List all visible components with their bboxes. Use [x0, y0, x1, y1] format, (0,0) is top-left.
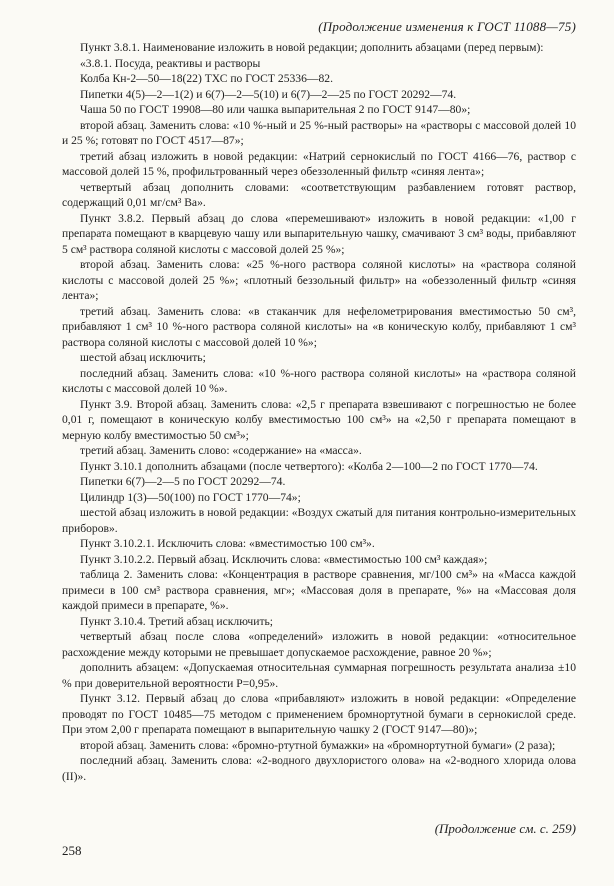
paragraph: Пипетки 6(7)—2—5 по ГОСТ 20292—74. [80, 475, 286, 488]
paragraph: третий абзац изложить в новой редакции: «Натрий сернокислый по ГОСТ 4166—76, раствор с массовой долей 15 %, профильтрованный через обеззоленный фильтр «синяя лента»; [62, 149, 576, 178]
continuation-note: (Продолжение см. с. 259) [434, 821, 576, 836]
paragraph: дополнить абзацем: «Допускаемая относительная суммарная погрешность результата анализа ±10 % при доверительной вероятности P=0,95». [62, 661, 576, 690]
paragraph: Пункт 3.10.4. Третий абзац исключить; [80, 614, 274, 628]
page-number: 258 [62, 843, 82, 858]
paragraph: Пункт 3.8.1. Наименование изложить в новой редакции; дополнить абзацами (перед первым): [80, 41, 544, 54]
paragraph: Чаша 50 по ГОСТ 19908—80 или чашка выпарительная 2 по ГОСТ 9147—80»; [80, 103, 471, 116]
paragraph: таблица 2. Заменить слова: «Концентрация в растворе сравнения, мг/100 см³» на «Масса каждой примеси в 100 см³ раствора сравнения, мг»; «Массовая доля в препарате, %» на «Массовая доля каждой примеси в препарате, %». [62, 568, 576, 612]
body-text [62, 40, 576, 784]
paragraph: второй абзац. Заменить слова: «10 %-ный и 25 %-ный растворы» на «растворы с массовой долей 10 и 25 %; готовят по ГОСТ 4517—87»; [62, 118, 576, 147]
paragraph: второй абзац. Заменить слова: «бромно-ртутной бумажки» на «бромнортутной бумаги» (2 раза); [80, 738, 556, 752]
paragraph: последний абзац. Заменить слова: «10 %-ного раствора соляной кислоты» на «раствора соляной кислоты с массовой долей 10 %». [62, 366, 576, 395]
paragraph: шестой абзац изложить в новой редакции: «Воздух сжатый для питания контрольно-измерительных приборов». [62, 506, 576, 535]
paragraph: Пункт 3.12. Первый абзац до слова «прибавляют» изложить в новой редакции: «Определение проводят по ГОСТ 10485—75 методом с применением бромнортутной бумаги в сернокислой среде. При этом 2,00 г препарата помещают в выпарительную чашку 2 (ГОСТ 9147—80)»; [62, 692, 576, 736]
paragraph: Цилиндр 1(3)—50(100) по ГОСТ 1770—74»; [80, 490, 301, 504]
paragraph: третий абзац. Заменить слово: «содержание» на «масса». [80, 444, 362, 457]
paragraph: шестой абзац исключить; [80, 351, 206, 364]
paragraph: третий абзац. Заменить слова: «в стаканчик для нефелометрирования вместимостью 50 см³, прибавляют 1 см³ 10 %-ного раствора соляной кислоты» на «в коническую колбу, прибавляют 1 см³ раствора соляной кислоты с массовой долей 10 %»; [62, 304, 576, 349]
paragraph: Пипетки 4(5)—2—1(2) и 6(7)—2—5(10) и 6(7)—2—25 по ГОСТ 20292—74. [80, 87, 457, 101]
paragraph: последний абзац. Заменить слова: «2-водного двухлористого олова» на «2-водного хлорида олова (II)». [62, 754, 576, 783]
paragraph: Пункт 3.8.2. Первый абзац до слова «перемешивают» изложить в новой редакции: «1,00 г препарата помещают в кварцевую чашу или выпарительную чашку, смачивают 3 см³ воды, прибавляют 5 см³ раствора соляной кислоты с массовой долей 25 %»; [62, 211, 576, 256]
paragraph: второй абзац. Заменить слова: «25 %-ного раствора соляной кислоты» на «раствора соляной кислоты с массовой долей 25 %»; «плотный беззольный фильтр» на «обеззоленный фильтр «синяя лента»; [62, 258, 576, 302]
paragraph: Колба Кн-2—50—18(22) ТХС по ГОСТ 25336—82. [80, 72, 333, 85]
paragraph: Пункт 3.9. Второй абзац. Заменить слова: «2,5 г препарата взвешивают с погрешностью не более 0,01 г, помещают в коническую колбу вместимостью 100 см³» на «2,50 г препарата помещают в мерную колбу вместимостью 50 см³»; [62, 397, 576, 442]
paragraph: Пункт 3.10.2.2. Первый абзац. Исключить слова: «вместимостью 100 см³ каждая»; [80, 552, 488, 566]
paragraph: четвертый абзац дополнить словами: «соответствующим разбавлением готовят раствор, содержащий 0,01 мг/см³ Ва». [62, 180, 576, 209]
paragraph: четвертый абзац после слова «определений» изложить в новой редакции: «относительное расхождение между которыми не превышает допускаемое расхождение, равное 20 %»; [62, 630, 576, 659]
paragraph: «3.8.1. Посуда, реактивы и растворы [80, 56, 261, 70]
running-header: (Продолжение изменения к ГОСТ 11088—75) [318, 19, 576, 34]
paragraph: Пункт 3.10.2.1. Исключить слова: «вместимостью 100 см³». [80, 537, 375, 550]
paragraph: Пункт 3.10.1 дополнить абзацами (после четвертого): «Колба 2—100—2 по ГОСТ 1770—74. [80, 459, 538, 473]
